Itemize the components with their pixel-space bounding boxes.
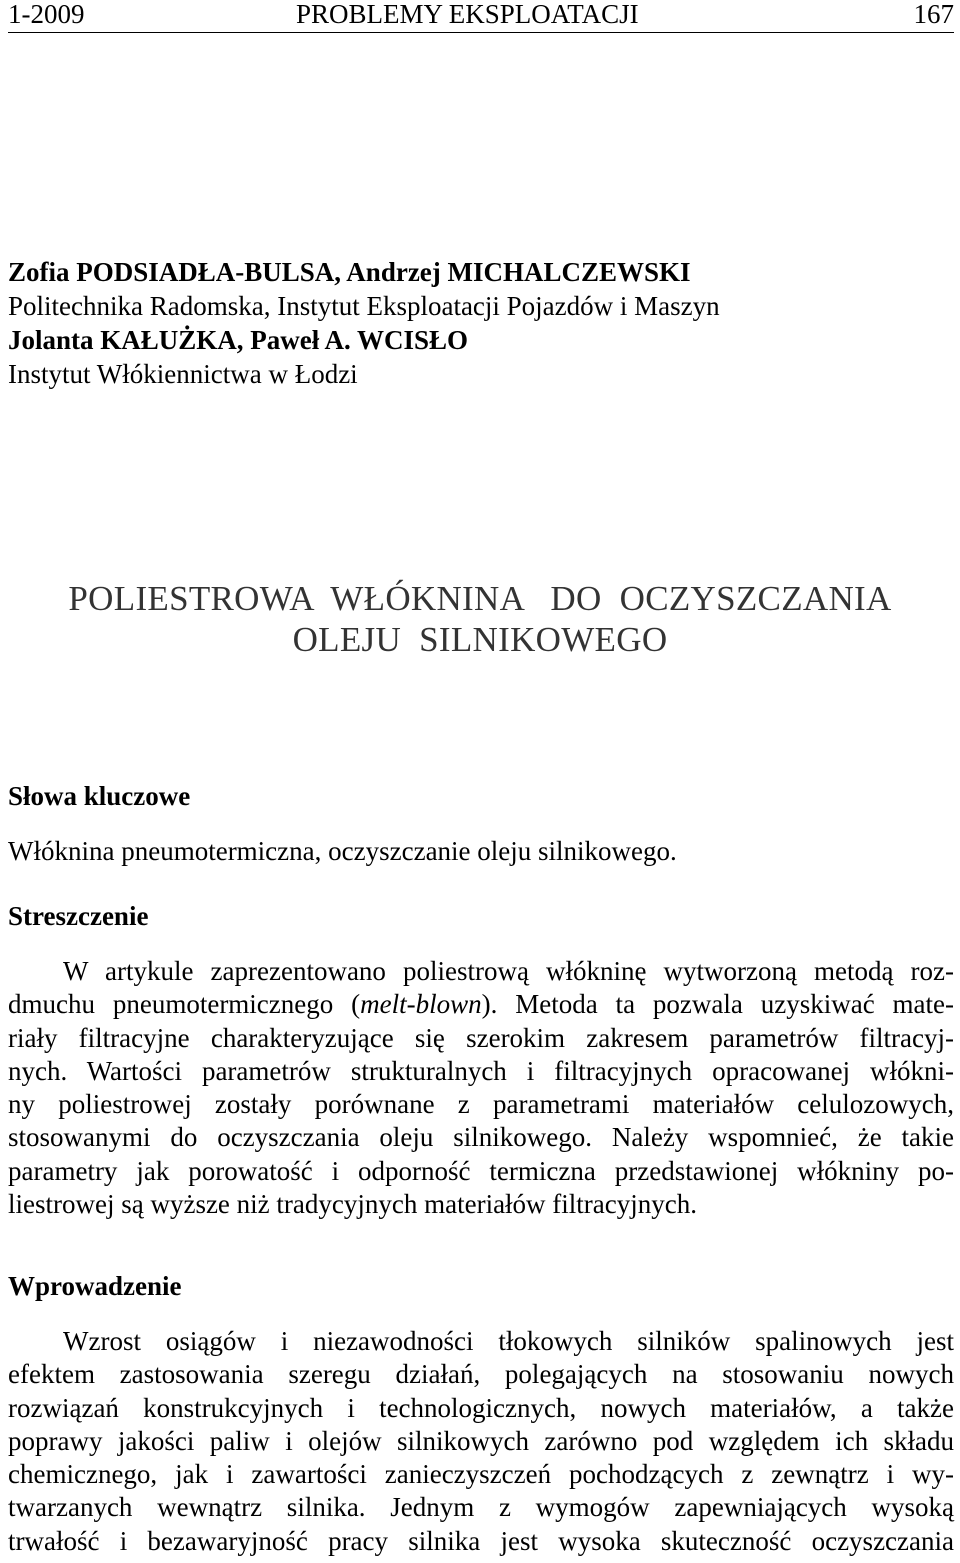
intro-line: rozwiązań konstrukcyjnych i technologicznych, nowych materiałów, a także (8, 1392, 954, 1423)
issue-number: 1-2009 (8, 0, 85, 29)
author-names-1: Zofia PODSIADŁA-BULSA, Andrzej MICHALCZEWSKI (8, 257, 691, 287)
abstract-line: parametry jak porowatość i odporność termiczna przedstawionej włókniny po- (8, 1155, 954, 1186)
keywords-heading: Słowa kluczowe (8, 781, 191, 811)
abstract-line: W artykule zaprezentowano poliestrową włókninę wytworzoną metodą roz- (63, 956, 954, 986)
author-names-2: Jolanta KAŁUŻKA, Paweł A. WCISŁO (8, 325, 469, 355)
paper-title (0, 578, 960, 660)
italic-term: melt-blown (360, 989, 482, 1020)
introduction-heading: Wprowadzenie (8, 1271, 182, 1301)
abstract-paragraph (8, 955, 954, 1221)
text-run: ). Metoda ta pozwala uzyskiwać mate- (481, 989, 954, 1020)
author-block (8, 255, 720, 391)
title-line-1: POLIESTROWA WŁÓKNINA DO OCZYSZCZANIA (68, 579, 892, 618)
abstract-line: stosowanymi do oczyszczania oleju silnikowego. Należy wspomnieć, że takie (8, 1122, 954, 1153)
intro-line: chemicznego, jak i zawartości zanieczyszczeń pochodzących z zewnątrz i wy- (8, 1459, 954, 1490)
keywords-text: Włóknina pneumotermiczna, oczyszczanie oleju silnikowego. (8, 836, 677, 866)
intro-line: efektem zastosowania szeregu działań, polegających na stosowaniu nowych (8, 1359, 954, 1390)
page-number: 167 (913, 0, 954, 29)
title-line-2: OLEJU SILNIKOWEGO (292, 620, 668, 659)
affiliation-2: Instytut Włókiennictwa w Łodzi (8, 359, 358, 389)
abstract-line: ny poliestrowej zostały porównane z parametrami materiałów celulozowych, (8, 1089, 954, 1120)
running-header (8, 0, 954, 30)
abstract-line: liestrowej są wyższe niż tradycyjnych materiałów filtracyjnych. (8, 1189, 697, 1220)
text-run: dmuchu pneumotermicznego ( (8, 989, 361, 1020)
header-rule (8, 32, 954, 33)
intro-line: trwałość i bezawaryjność pracy silnika jest wysoka skuteczność oczyszczania (8, 1525, 954, 1556)
abstract-line: riały filtracyjne charakteryzujące się szerokim zakresem parametrów filtracyj- (8, 1022, 954, 1053)
affiliation-1: Politechnika Radomska, Instytut Eksploatacji Pojazdów i Maszyn (8, 291, 720, 321)
introduction-paragraph (8, 1325, 954, 1558)
intro-line: poprawy jakości paliw i olejów silnikowych zarówno pod względem ich składu (8, 1425, 954, 1456)
journal-title: PROBLEMY EKSPLOATACJI (296, 0, 639, 29)
abstract-heading: Streszczenie (8, 901, 149, 931)
abstract-line: nych. Wartości parametrów strukturalnych i filtracyjnych opracowanej włókni- (8, 1055, 954, 1086)
intro-line: twarzanych wewnątrz silnika. Jednym z wymogów zapewniających wysoką (8, 1492, 954, 1523)
intro-line: Wzrost osiągów i niezawodności tłokowych silników spalinowych jest (63, 1326, 954, 1356)
abstract-line (8, 988, 954, 1021)
